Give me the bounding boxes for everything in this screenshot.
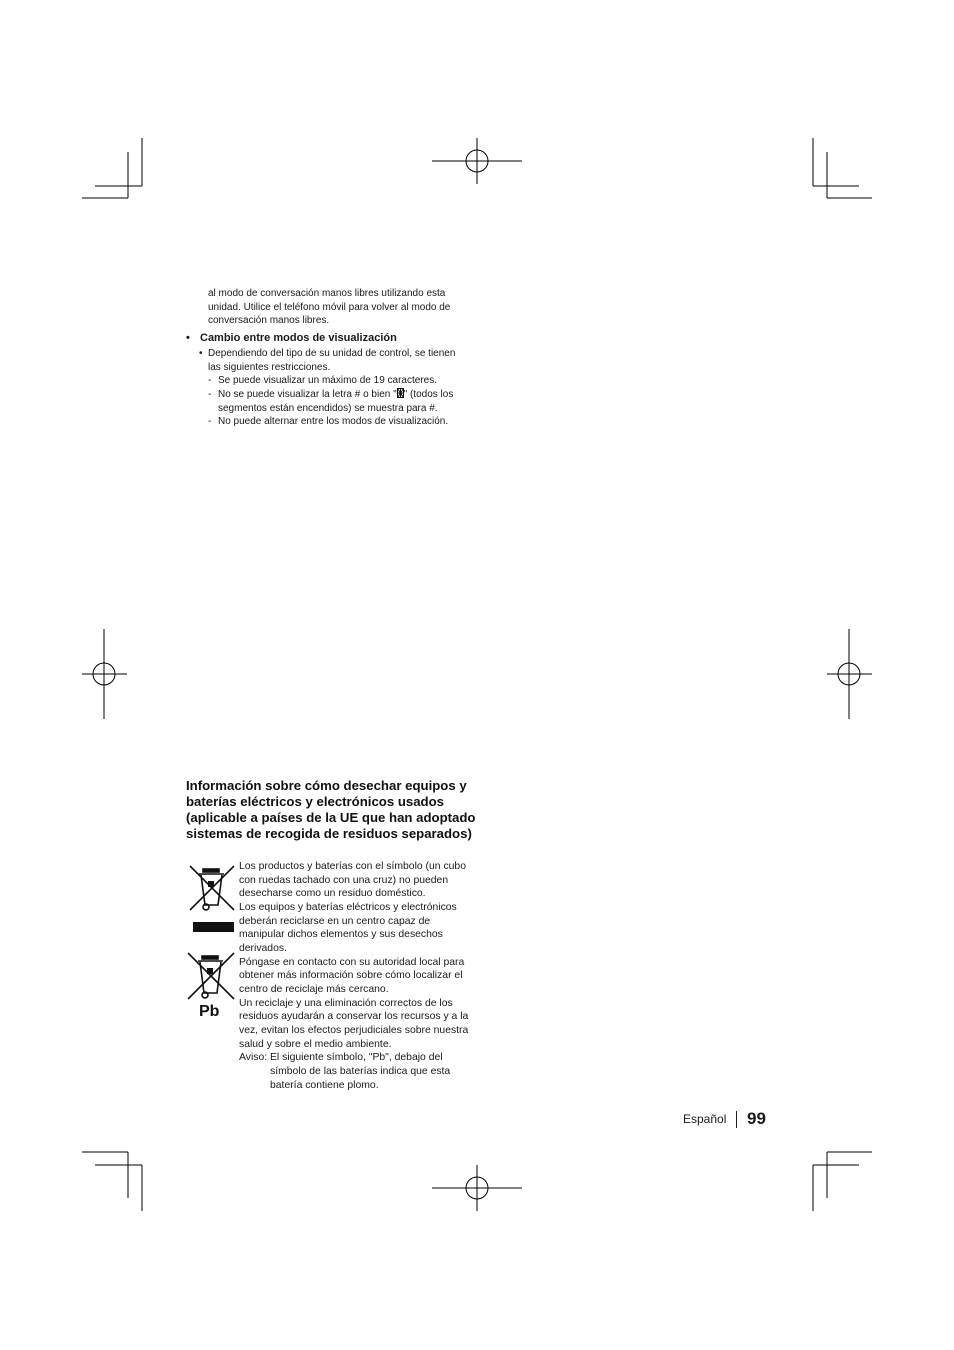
restriction-text-2: No se puede visualizar la letra # o bien " <box>218 389 397 400</box>
section-heading: Cambio entre modos de visualización <box>200 332 397 344</box>
restriction-item-1 <box>208 374 468 388</box>
disposal-description <box>239 860 471 1092</box>
dash-marker: - <box>208 416 212 427</box>
aviso-label: Aviso: <box>239 1052 268 1064</box>
disposal-p3: Póngase en contacto con su autoridad local para obtener más información sobre cómo localizar el centro de reciclaje más cercano. <box>239 956 465 995</box>
restrictions-intro-text: Dependiendo del tipo de su unidad de control, se tienen las siguientes restricciones. <box>208 348 456 373</box>
restriction-text-1: Se puede visualizar un máximo de 19 caracteres. <box>218 375 438 386</box>
footer-language: Español <box>683 1112 727 1126</box>
footer-separator <box>736 1111 737 1128</box>
aviso-first: El siguiente símbolo, "Pb", debajo del <box>270 1052 443 1064</box>
disposal-p1: Los productos y baterías con el símbolo (un cubo con ruedas tachado con una cruz) no pueden desecharse como un residuo doméstico. <box>239 861 466 900</box>
sub-bullet: • <box>199 348 203 359</box>
all-segments-glyph-icon <box>397 388 404 398</box>
crossed-bin-icon <box>188 863 236 913</box>
disposal-p4: Un reciclaje y una eliminación correctos de los residuos ayudarán a conservar los recursos y a la vez, evitan los efectos perjudiciales sobre nuestra salud y sobre el medio ambiente. <box>239 997 469 1050</box>
disposal-title: Información sobre cómo desechar equipos y baterías eléctricos y electrónicos usados (aplicable a países de la UE que han adoptado sistemas de recogida de residuos separados) <box>186 778 476 841</box>
section-bullet: • <box>186 332 190 344</box>
continuation-paragraph: al modo de conversación manos libres utilizando esta unidad. Utilice el teléfono móvil para volver al modo de conversación manos libres. <box>208 288 451 327</box>
dash-marker: - <box>208 375 212 386</box>
restriction-text-3: No puede alternar entre los modos de visualización. <box>218 416 449 427</box>
black-bar-marker <box>193 922 234 932</box>
dash-marker: - <box>208 389 212 400</box>
crossed-bin-battery-icon <box>186 950 236 1002</box>
restriction-text-2-tail: " (todos los segmentos están encendidos) se muestra para #. <box>218 389 454 414</box>
pb-lead-label: Pb <box>199 1003 220 1020</box>
restriction-item-3 <box>208 415 468 429</box>
page-number: 99 <box>747 1109 766 1128</box>
aviso-rest: símbolo de las baterías indica que esta batería contiene plomo. <box>270 1065 451 1091</box>
restrictions-intro <box>199 347 470 374</box>
aviso-line <box>239 1051 471 1065</box>
restriction-item-2 <box>208 388 468 415</box>
disposal-p2: Los equipos y baterías eléctricos y electrónicos deberán reciclarse en un centro capaz de manipular dichos elementos y sus desechos derivados. <box>239 901 457 954</box>
